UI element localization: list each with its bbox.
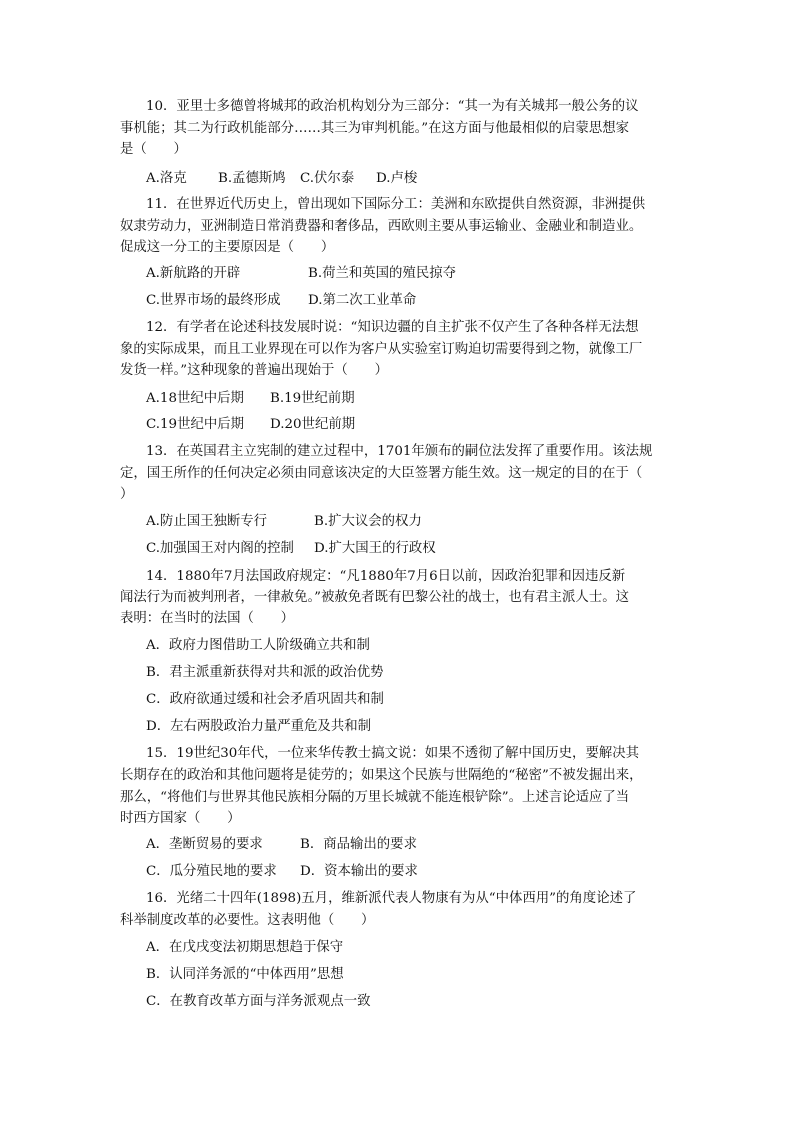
question-10-option-d: D.卢梭	[376, 171, 418, 186]
question-16-line-2: 科举制度改革的必要性。这表明他（ ）	[120, 913, 375, 928]
question-11-option-b: B.荷兰和英国的殖民掠夺	[308, 266, 457, 281]
question-13-line-2: 定，国王所作的任何决定必须由同意该决定的大臣签署方能生效。这一规定的目的在于（	[120, 466, 643, 481]
question-12-option-b: B.19世纪前期	[270, 391, 355, 406]
question-10-line-1: 10．亚里士多德曾将城邦的政治机构划分为三部分：“其一为有关城邦一般公务的议	[146, 99, 639, 114]
question-12-line-2: 象的实际成果，而且工业界现在可以作为客户从实验室订购迫切需要得到之物，就像工厂	[120, 342, 643, 357]
question-15-option-d: D．资本输出的要求	[300, 864, 418, 879]
question-14-option-d: D．左右两股政治力量严重危及共和制	[146, 719, 371, 734]
question-16-option-a: A．在戊戌变法初期思想趋于保守	[146, 940, 344, 955]
question-14-line-3: 表明：在当时的法国（ ）	[120, 611, 295, 626]
question-10-option-a: A.洛克	[146, 171, 187, 186]
question-11-option-d: D.第二次工业革命	[308, 293, 417, 308]
question-13-option-c: C.加强国王对内阁的控制	[146, 541, 294, 556]
question-10-line-3: 是（ ）	[120, 142, 187, 157]
question-13-option-d: D.扩大国王的行政权	[314, 541, 436, 556]
question-14-line-2: 闻法行为而被判刑者，一律赦免。”被赦免者既有巴黎公社的战士，也有君主派人士。这	[120, 590, 629, 605]
question-15-line-3: 那么，“将他们与世界其他民族相分隔的万里长城就不能连根铲除”。上述言论适应了当	[120, 790, 630, 805]
question-13-option-b: B.扩大议会的权力	[314, 514, 422, 529]
question-13-option-a: A.防止国王独断专行	[146, 514, 268, 529]
question-16-line-1: 16．光绪二十四年(1898)五月，维新派代表人物康有为从“中体西用”的角度论述了	[146, 891, 637, 906]
question-15-line-1: 15．19世纪30年代，一位来华传教士搞文说：如果不透彻了解中国历史，要解决其	[146, 746, 640, 761]
question-11-line-1: 11．在世界近代历史上，曾出现如下国际分工：美洲和东欧提供自然资源，非洲提供	[146, 197, 646, 212]
question-12-option-c: C.19世纪中后期	[146, 417, 245, 432]
question-12-option-d: D.20世纪前期	[270, 417, 356, 432]
question-11-option-c: C.世界市场的最终形成	[146, 293, 281, 308]
question-10-line-2: 事机能；其二为行政机能部分……其三为审判机能。”在这方面与他最相似的启蒙思想家	[120, 121, 629, 136]
question-12-line-1: 12．有学者在论述科技发展时说：“知识边疆的自主扩张不仅产生了各种各样无法想	[146, 320, 639, 335]
question-13-line-3: ）	[120, 487, 134, 502]
question-15-option-b: B．商品输出的要求	[300, 837, 417, 852]
question-16-option-b: B．认同洋务派的“中体西用”思想	[146, 967, 344, 982]
question-13-line-1: 13．在英国君主立宪制的建立过程中，1701年颁布的嗣位法发挥了重要作用。该法规	[146, 444, 653, 459]
question-11-line-2: 奴隶劳动力，亚洲制造日常消费器和奢侈品，西欧则主要从事运输业、金融业和制造业。	[120, 219, 643, 234]
question-11-line-3: 促成这一分工的主要原因是（ ）	[120, 240, 335, 255]
question-12-line-3: 发货一样。”这种现象的普遍出现始于（ ）	[120, 363, 388, 378]
question-10-option-c: C.伏尔泰	[300, 171, 355, 186]
question-14-line-1: 14．1880年7月法国政府规定：“凡1880年7月6日以前，因政治犯罪和因违反新	[146, 569, 626, 584]
question-14-option-c: C．政府欲通过缓和社会矛盾巩固共和制	[146, 692, 384, 707]
question-15-line-2: 长期存在的政治和其他问题将是徒劳的；如果这个民族与世隔绝的“秘密”不被发掘出来，	[120, 768, 643, 783]
question-10-option-b: B.孟德斯鸠	[218, 171, 286, 186]
question-15-option-c: C．瓜分殖民地的要求	[146, 864, 277, 879]
question-15-option-a: A．垄断贸易的要求	[146, 837, 263, 852]
question-15-line-4: 时西方国家（ ）	[120, 811, 241, 826]
question-12-option-a: A.18世纪中后期	[146, 391, 244, 406]
question-11-option-a: A.新航路的开辟	[146, 266, 241, 281]
question-14-option-b: B．君主派重新获得对共和派的政治优势	[146, 665, 384, 680]
question-14-option-a: A．政府力图借助工人阶级确立共和制	[146, 638, 370, 653]
question-16-option-c: C．在教育改革方面与洋务派观点一致	[146, 994, 371, 1009]
